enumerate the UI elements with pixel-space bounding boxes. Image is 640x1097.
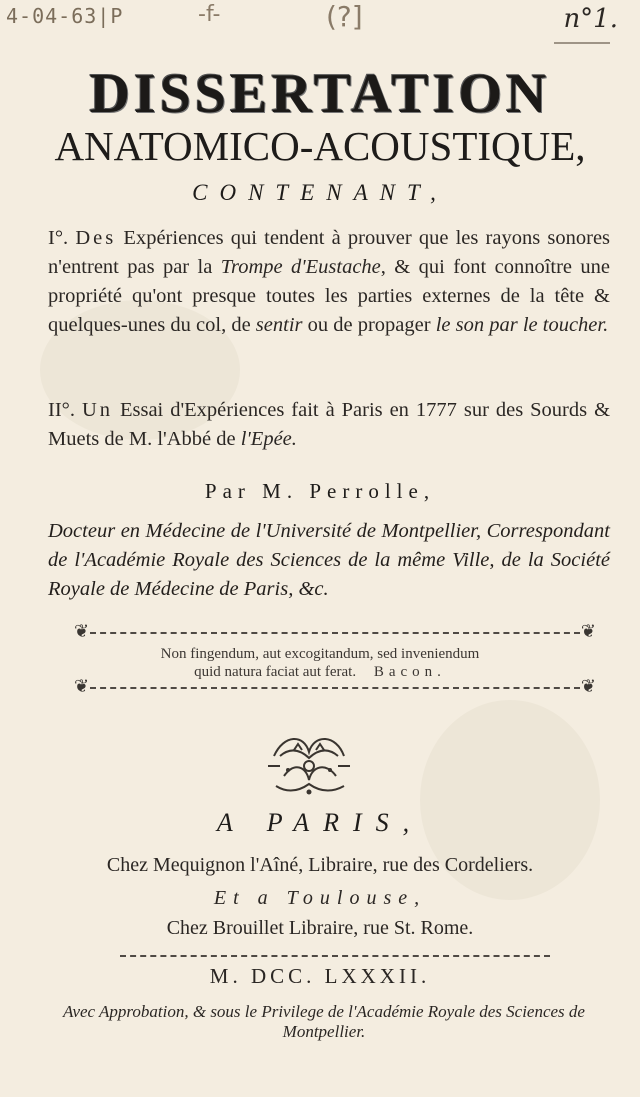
place-toulouse: Et a Toulouse, bbox=[213, 887, 427, 909]
epigraph bbox=[0, 645, 640, 681]
part-1-text-a: Expériences qui tendent à prouver que les rayons sonores n'entrent pas par la bbox=[48, 227, 611, 278]
epigraph-line-1: Non fingendum, aut excogitandum, sed inveniendum bbox=[160, 646, 480, 662]
part-1-lead: Des bbox=[75, 227, 117, 249]
epigraph-line-2: quid natura faciat aut ferat. bbox=[194, 664, 357, 680]
part-2-text-a: Essai d'Expériences fait à Paris en 1777 sur des Sourds & Muets de M. l'Abbé de bbox=[48, 399, 611, 450]
rule-ornament-icon: ❦ bbox=[74, 676, 90, 697]
part-1-numeral: I°. bbox=[48, 227, 69, 249]
contenant-heading: CONTENANT, bbox=[192, 180, 448, 205]
subtitle: ANATOMICO-ACOUSTIQUE, bbox=[54, 123, 586, 169]
place-of-publication: A PARIS, bbox=[216, 808, 424, 837]
bracket-mark: (?] bbox=[326, 0, 363, 33]
ornamental-rule-top bbox=[90, 632, 580, 634]
ornamental-rule-bottom bbox=[90, 687, 580, 689]
epigraph-attribution: Bacon. bbox=[373, 664, 446, 680]
publication-date: M. DCC. LXXXII. bbox=[209, 964, 431, 988]
rule-ornament-icon: ❦ bbox=[580, 676, 596, 697]
volume-number: n°1. bbox=[563, 4, 618, 34]
imprint-rule bbox=[120, 955, 550, 957]
number-underline bbox=[554, 42, 610, 44]
privilege-statement: Avec Approbation, & sous le Privilege de l'Académie Royale des Sciences de Montpellier. bbox=[63, 1002, 585, 1041]
shelfmark-annotation: 4-04-63|P bbox=[6, 4, 124, 28]
contents-part-2 bbox=[48, 396, 610, 454]
author-credentials: Docteur en Médecine de l'Université de Montpellier, Correspondant de l'Académie Royale des Sciences de la même Ville, de la Société Royale de Médecine de Paris, &c. bbox=[48, 520, 610, 600]
publisher-paris: Chez Mequignon l'Aîné, Libraire, rue des Cordeliers. bbox=[106, 854, 534, 876]
part-2-italic-a: l'Epée. bbox=[240, 428, 297, 450]
publisher-toulouse: Chez Brouillet Libraire, rue St. Rome. bbox=[166, 917, 474, 939]
author-line: Par M. Perrolle, bbox=[204, 479, 436, 503]
contents-part-1 bbox=[48, 224, 610, 340]
main-title: DISSERTATION bbox=[89, 63, 551, 125]
rule-ornament-icon: ❦ bbox=[74, 621, 90, 642]
part-1-text-c: ou de propager bbox=[307, 314, 431, 336]
rule-ornament-icon: ❦ bbox=[580, 621, 596, 642]
part-1-italic-c: le son par le toucher. bbox=[435, 314, 609, 336]
part-1-italic-a: Trompe d'Eustache bbox=[220, 256, 381, 278]
printers-ornament-icon bbox=[254, 726, 364, 800]
part-1-text-b: , & qui font connoître une propriété qu'ont presque toutes les parties externes de la tête & quelques-unes du col, de bbox=[48, 256, 611, 336]
stamp-mark: -f- bbox=[198, 2, 221, 27]
part-1-italic-b: sentir bbox=[255, 314, 303, 336]
part-2-lead: Un bbox=[81, 399, 114, 421]
part-2-numeral: II°. bbox=[48, 399, 75, 421]
